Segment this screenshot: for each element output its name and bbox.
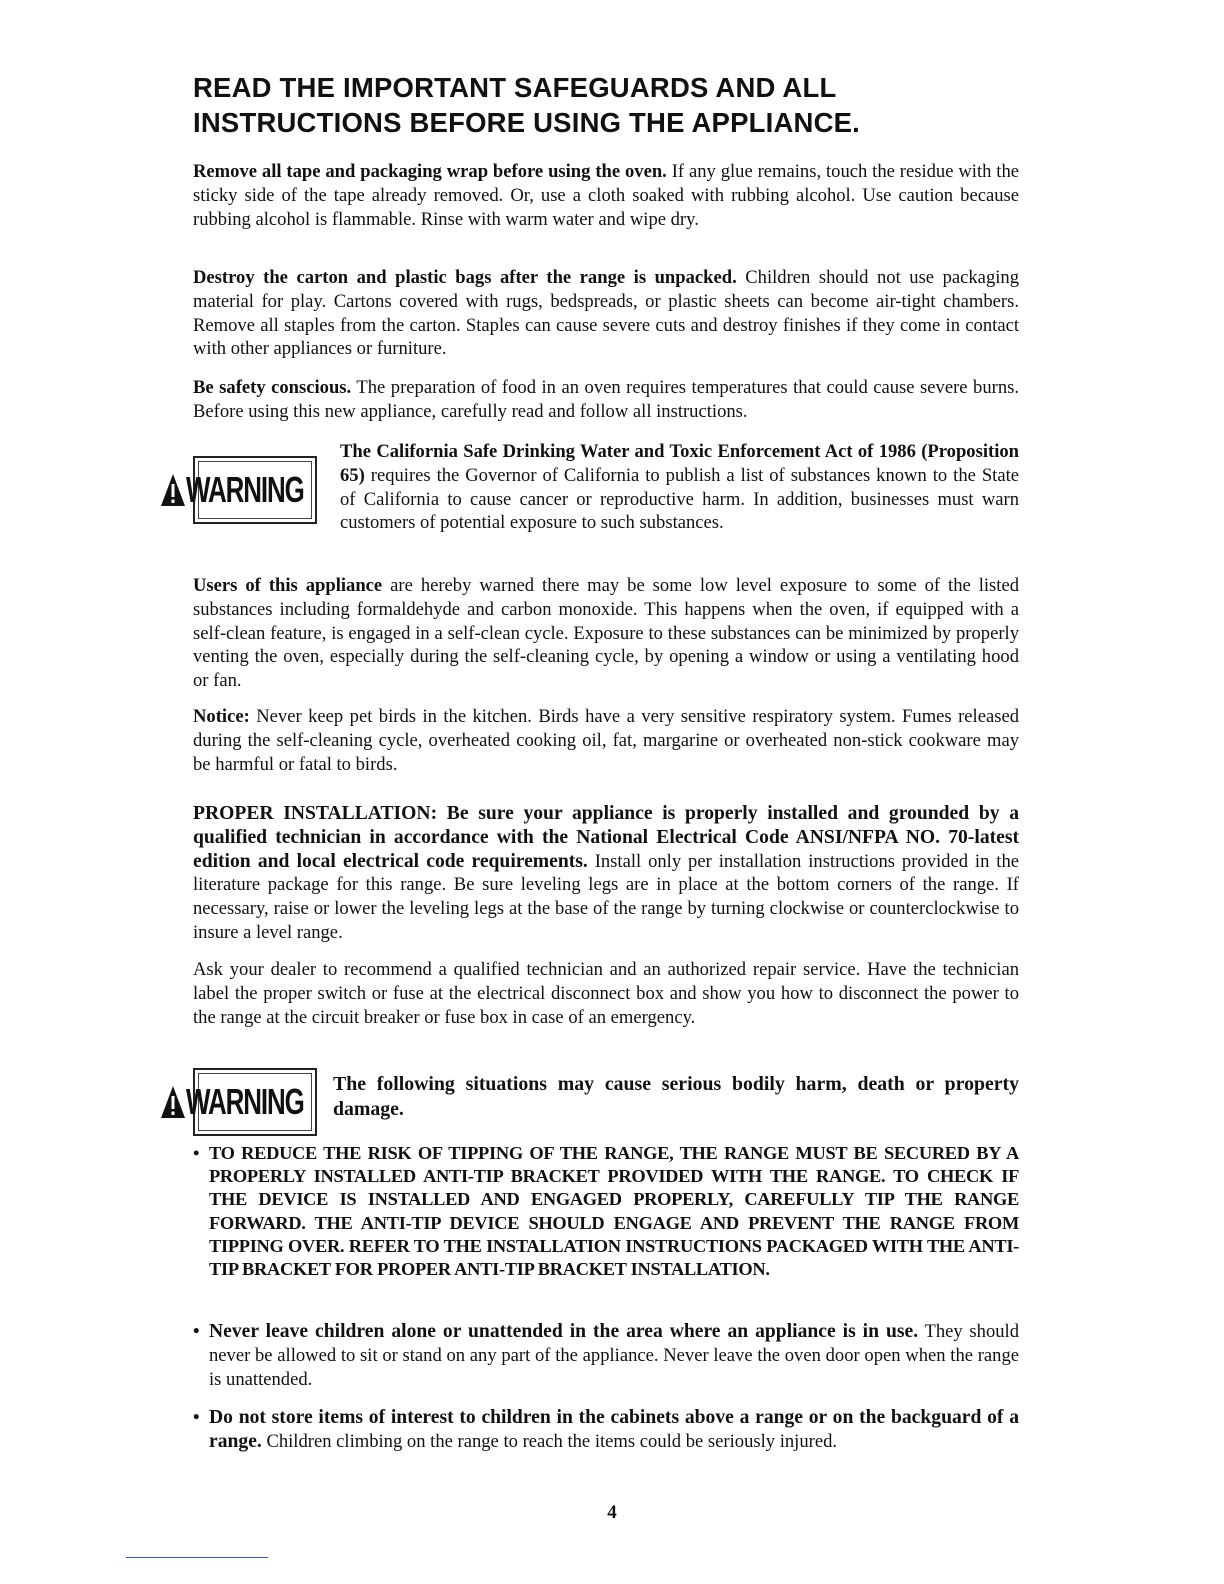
antitip-text: TO REDUCE THE RISK OF TIPPING OF THE RANGE, THE RANGE MUST BE SECURED BY A PROPERLY INSTALLED ANTI-TIP BRACKET PROVIDED WITH THE RANGE. TO CHECK IF THE DEVICE IS INSTALLED AND ENGAGED PROPERLY, CAREFULLY TIP THE RANGE FORWARD. THE ANTI-TIP DEVICE SHOULD ENGAGE AND PREVENT THE RANGE FROM TIPPING OVER. REFER TO THE INSTALLATION INSTRUCTIONS PACKAGED WITH THE ANTI-TIP BRACKET FOR PROPER ANTI-TIP BRACKET INSTALLATION. [209,1143,1019,1280]
footer-rule [126,1557,268,1558]
carton-text: Children should not use packaging material for play. Cartons covered with rugs, bedspreads, or plastic sheets can become air-tight chambers. Remove all staples from the carton. Staples can cause severe cuts and destroy finishes if they come in contact with other appliances or furniture. [193,267,1019,360]
tape-paragraph [193,160,1019,231]
storage-bullet [193,1406,1019,1454]
notice-lead: Notice: [193,706,250,727]
heading-line-2: INSTRUCTIONS BEFORE USING THE APPLIANCE. [193,107,861,138]
bullet-icon: • [193,1321,200,1342]
installation-lead: PROPER INSTALLATION: Be sure your appliance is properly installed and grounded by a qualified technician in accordance with the National Electrical Code ANSI/NFPA NO. 70-latest edition and local electrical code requirements. [193,803,1019,872]
dealer-text: Ask your dealer to recommend a qualified technician and an authorized repair service. Have the technician label the proper switch or fuse at the electrical disconnect box and show you how to disconnect the power to the range at the circuit breaker or fuse box in case of an emergency. [193,959,1019,1028]
safety-text: The preparation of food in an oven requires temperatures that could cause severe burns. Before using this new appliance, carefully read and follow all instructions. [193,377,1019,422]
warning-badge-label-2: WARNING [186,1081,304,1122]
antitip-bullet [193,1142,1019,1281]
prop65-text [340,440,1019,535]
harm-warning [186,1064,1019,1140]
users-text: are hereby warned there may be some low level exposure to some of the listed substances including formaldehyde and carbon monoxide. This happens when the oven, if equipped with a self-clean feature, is engaged in a self-clean cycle. Exposure to these substances can be minimized by properly venting the oven, especially during the self-cleaning cycle, by opening a window or using a ventilating hood or fan. [193,575,1019,692]
storage-text: Children climbing on the range to reach the items could be seriously injured. [261,1430,838,1452]
warning-badge-2 [186,1068,317,1136]
carton-paragraph [193,266,1019,361]
warning-triangle-icon [160,1085,186,1119]
safety-paragraph [193,376,1019,424]
heading-line-1: READ THE IMPORTANT SAFEGUARDS AND ALL [193,72,837,103]
users-lead: Users of this appliance [193,575,383,596]
page-heading [193,70,1053,140]
warning-triangle-icon [160,473,186,507]
safety-lead: Be safety conscious. [193,377,352,398]
bullet-icon: • [193,1143,200,1163]
notice-paragraph [193,705,1019,776]
warning-badge [186,456,317,524]
warning-badge-label: WARNING [186,469,304,510]
children-lead: Never leave children alone or unattended in the area where an appliance is in use. [209,1321,919,1342]
carton-lead: Destroy the carton and plastic bags after the range is unpacked. [193,267,737,288]
prop65-warning [186,440,1019,565]
children-bullet [193,1320,1019,1391]
harm-warning-text: The following situations may cause serious bodily harm, death or property damage. [333,1073,1019,1120]
installation-text: Install only per installation instructions provided in the literature package for this range. Be sure leveling legs are in place at the bottom corners of the range. If necessary, raise or lower the leveling legs at the base of the range by turning clockwise or counterclockwise to insure a level range. [193,850,1019,943]
dealer-paragraph [193,958,1019,1029]
users-paragraph [193,574,1019,693]
notice-text: Never keep pet birds in the kitchen. Birds have a very sensitive respiratory system. Fumes released during the self-cleaning cycle, overheated cooking oil, fat, margarine or overheated non-stick cookware may be harmful or fatal to birds. [193,706,1019,775]
prop65-body: requires the Governor of California to publish a list of substances known to the State of California to cause cancer or reproductive harm. In addition, businesses must warn customers of potential exposure to such substances. [340,464,1019,534]
prop65-lead: The California Safe Drinking Water and Toxic Enforcement Act of 1986 (Proposition 65) [340,441,1019,486]
installation-paragraph [193,802,1019,945]
tape-text: If any glue remains, touch the residue with the sticky side of the tape already removed. Or, use a cloth soaked with rubbing alcohol. Use caution because rubbing alcohol is flammable. Rinse with warm water and wipe dry. [193,161,1020,230]
children-text: They should never be allowed to sit or stand on any part of the appliance. Never leave the oven door open when the range is unattended. [209,1321,1019,1390]
page-number: 4 [607,1502,617,1523]
bullet-icon: • [193,1407,200,1428]
storage-lead: Do not store items of interest to children in the cabinets above a range or on the backguard of a range. [209,1407,1019,1452]
tape-lead: Remove all tape and packaging wrap before using the oven. [193,161,667,182]
